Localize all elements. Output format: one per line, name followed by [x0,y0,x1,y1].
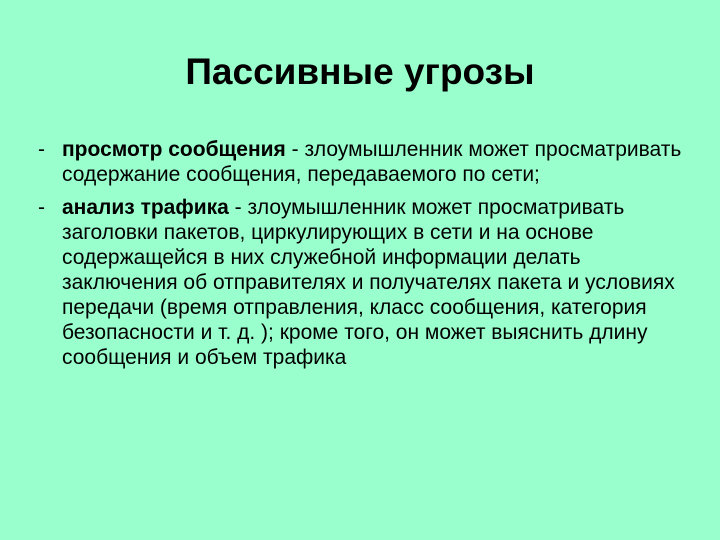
bullet-text: - злоумышленник может просматривать заголовки пакетов, циркулирующих в сети и на основе содержащейся в них служебной информации делать заключения об отправителях и получателях пакета и условиях передачи (время отправления, класс сообщения, категория безопасности и т. д. ); кроме того, он может выяснить длину сообщения и объем трафика [62,196,675,369]
bullet-list [38,137,688,378]
bullet-term: просмотр сообщения [62,138,286,161]
bullet-text: - злоумышленник может просматривать содержание сообщения, передаваемого по сети; [62,138,682,186]
bullet-item-message-viewing [38,137,688,187]
slide-title: Пассивные угрозы [185,51,535,92]
bullet-item-traffic-analysis [38,195,688,370]
bullet-marker: - [38,138,45,161]
bullet-term: анализ трафика [62,196,229,219]
bullet-marker: - [38,196,45,219]
